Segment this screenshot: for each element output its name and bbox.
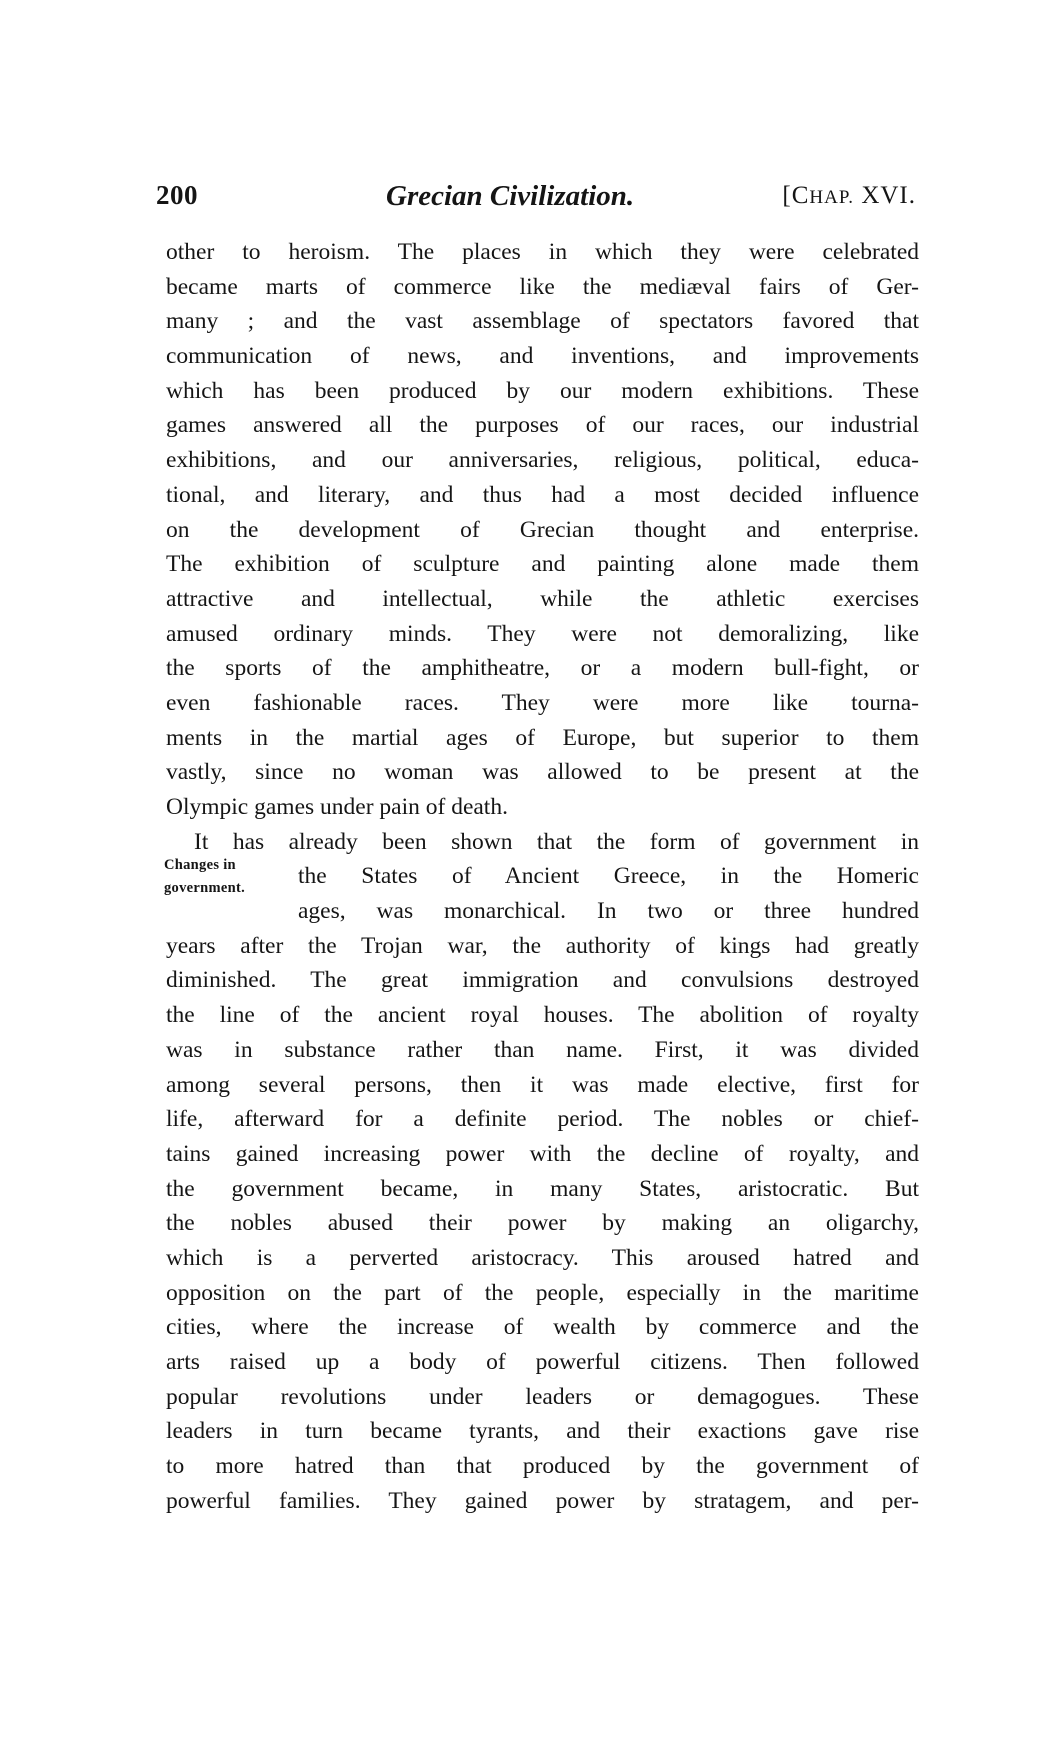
text-line: on the development of Grecian thought and enterprise. [166,516,919,543]
text-line: opposition on the part of the people, especially in the maritime [166,1279,919,1306]
text-line: exhibitions, and our anniversaries, religious, political, educa- [166,447,919,474]
text-line: which is a perverted aristocracy. This aroused hatred and [166,1244,919,1271]
page-number: 200 [156,180,198,210]
text-line: the sports of the amphitheatre, or a modern bull-fight, or [166,655,919,682]
text-line: other to heroism. The places in which they were celebrated [166,239,919,265]
text-line: the line of the ancient royal houses. The abolition of royalty [166,1002,919,1029]
text-line: the government became, in many States, aristocratic. But [166,1175,919,1202]
text-line: communication of news, and inventions, and improvements [166,343,919,370]
text-line: tains gained increasing power with the decline of royalty, and [166,1140,919,1167]
text-line: popular revolutions under leaders or demagogues. These [166,1383,919,1410]
text-line: vastly, since no woman was allowed to be present at the [166,759,919,786]
chapter-label [782,182,916,210]
text-line: cities, where the increase of wealth by commerce and the [166,1314,919,1341]
running-head [156,180,916,220]
text-line: arts raised up a body of powerful citizens. Then followed [166,1349,919,1375]
chapter-prefix: [C [782,182,810,209]
text-line: the nobles abused their power by making an oligarchy, [166,1210,919,1237]
margin-note-line: Changes in [164,857,236,873]
book-title: Grecian Civilization. [386,180,635,212]
text-line: even fashionable races. They were more like tourna- [166,689,919,716]
text-line: tional, and literary, and thus had a most decided influence [166,481,919,508]
paragraph-start-line: It has already been shown that the form of government in [194,828,919,855]
text-line: became marts of commerce like the mediæval fairs of Ger- [166,273,919,300]
text-line: was in substance rather than name. First, it was divided [166,1036,919,1063]
text-line: leaders in turn became tyrants, and their exactions gave rise [166,1418,919,1445]
body-text [166,235,919,1518]
text-line: attractive and intellectual, while the athletic exercises [166,585,919,612]
chapter-numeral: XVI. [854,182,916,209]
text-line: among several persons, then it was made elective, first for [166,1071,919,1098]
chapter-smallcaps: HAP. [809,187,855,208]
text-line: years after the Trojan war, the authority of kings had greatly [166,932,919,959]
text-line: The exhibition of sculpture and painting alone made them [166,551,919,578]
text-line: life, afterward for a definite period. The nobles or chief- [166,1106,919,1133]
margin-note-line: government. [164,880,246,896]
text-line: which has been produced by our modern exhibitions. These [166,377,919,404]
text-line: amused ordinary minds. They were not demoralizing, like [166,620,919,647]
text-line: many ; and the vast assemblage of spectators favored that [166,308,919,335]
text-line: powerful families. They gained power by stratagem, and per- [166,1487,919,1514]
paragraph-end-line: Olympic games under pain of death. [166,794,508,820]
text-line: ages, was monarchical. In two or three hundred [298,898,919,925]
text-line: the States of Ancient Greece, in the Homeric [298,863,919,890]
text-line: games answered all the purposes of our races, our industrial [166,412,919,439]
text-line: diminished. The great immigration and convulsions destroyed [166,967,919,994]
text-line: ments in the martial ages of Europe, but superior to them [166,724,919,751]
text-line: to more hatred than that produced by the government of [166,1453,919,1480]
